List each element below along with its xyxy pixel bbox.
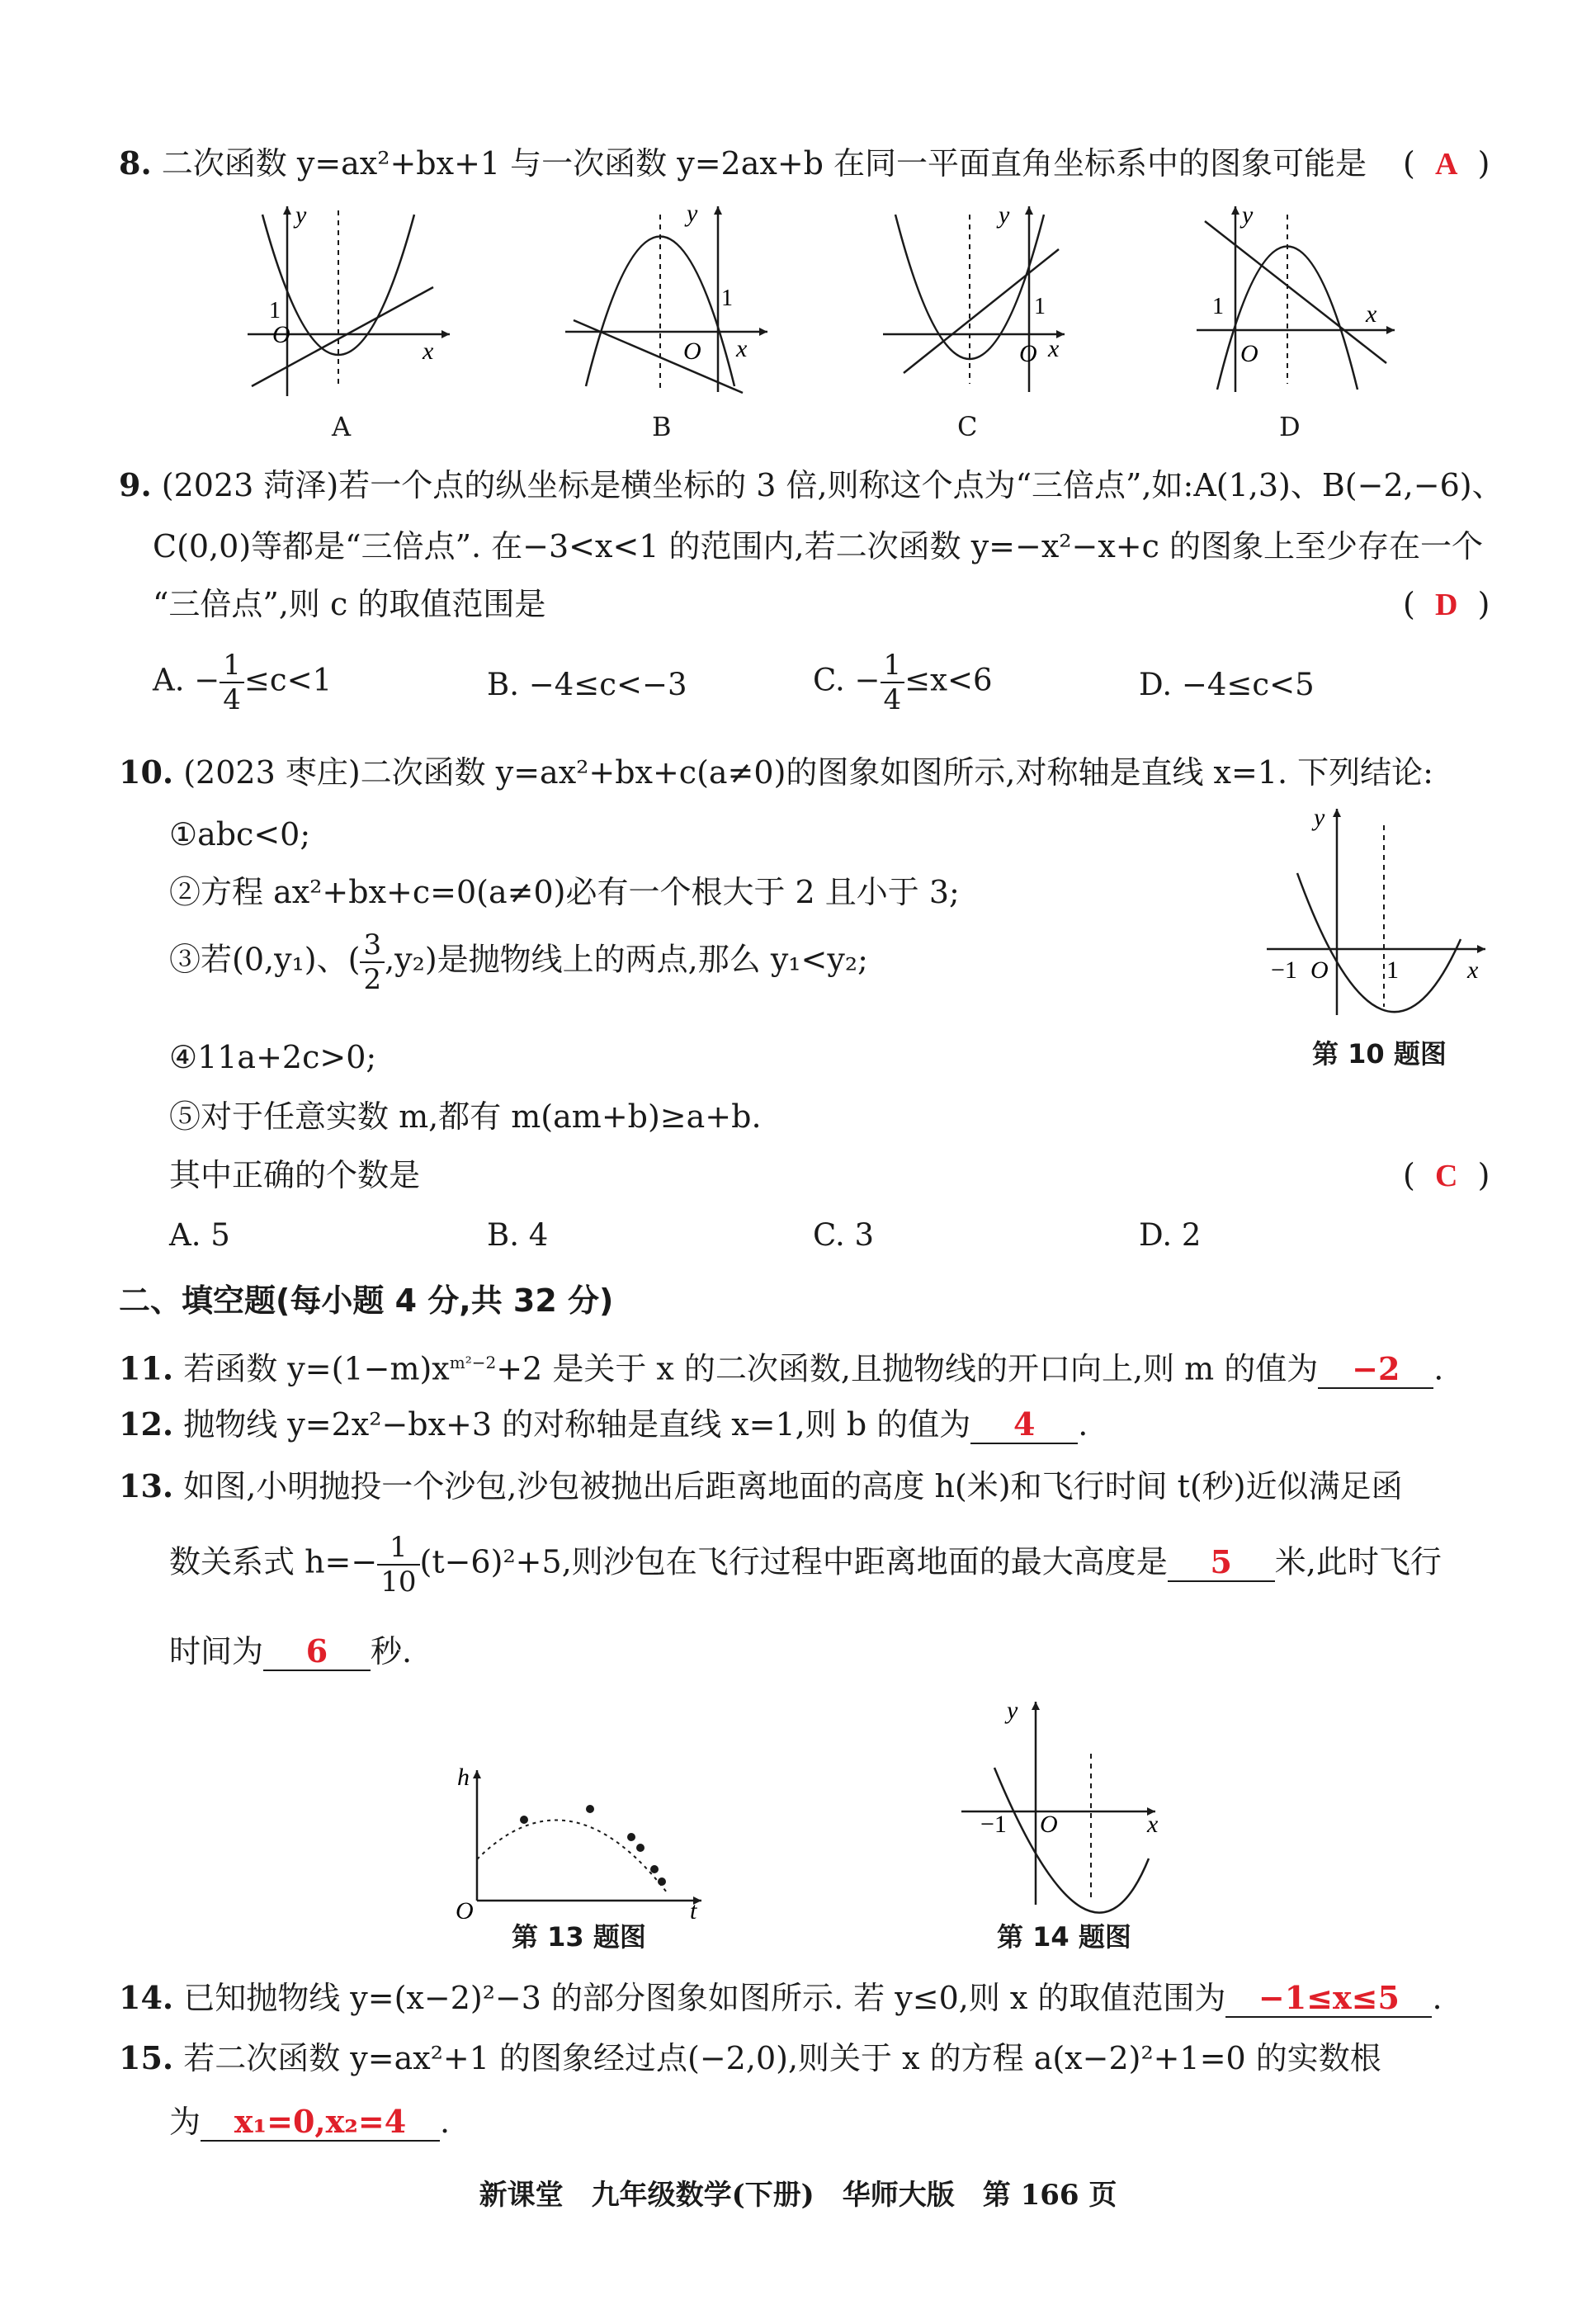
q10-figure [1263,801,1494,1023]
q13-answer-height: 5 [1168,1544,1275,1582]
q8-number: 8. [119,144,152,182]
svg-text:O: O [456,1897,474,1919]
x-label: x [423,338,434,365]
q9-answer: D [1434,588,1458,622]
svg-text:x: x [1467,956,1479,984]
svg-text:x: x [1147,1811,1159,1838]
q10-stem [119,751,1433,794]
svg-text:y: y [999,201,1010,229]
q11-number: 11. [119,1349,174,1387]
svg-text:1: 1 [721,286,733,311]
page-footer: 新课堂 九年级数学(下册) 华师大版 第 166 页 [479,2179,1117,2212]
q9-option-a: A. − $\frac{1}{4}$ ≤c<1 [153,649,333,716]
q14-number: 14. [119,1979,174,2016]
q13-number: 13. [119,1467,174,1504]
q8-label-a: A [332,411,352,442]
q8-answer-paren: ( A ) [1403,145,1490,182]
q10-answer-paren: ( C ) [1403,1157,1490,1193]
neg1-label: −1 [1271,956,1297,984]
q9-option-b: B. −4≤c<−3 [487,667,687,702]
svg-text:x: x [736,335,748,362]
q14-stem: 14. 已知抛物线 y=(x−2)²−3 的部分图象如图所示. 若 y≤0,则 x 的取值范围为 −1≤x≤5 . [119,1979,1443,2016]
origin-label: O [272,321,290,348]
q8-text: 二次函数 y=ax²+bx+1 与一次函数 y=2ax+b 在同一平面直角坐标系中的图象可能是 [161,145,1367,182]
svg-text:x: x [1366,300,1377,328]
svg-text:y: y [1314,804,1325,831]
q8-graph-a [239,198,454,404]
q9-answer-paren: ( D ) [1403,586,1490,622]
one-label: 1 [1386,956,1399,984]
svg-text:y: y [1242,201,1254,229]
svg-text:1: 1 [1212,294,1224,319]
q14-figure-caption: 第 14 题图 [997,1921,1131,1953]
q10-ask: 其中正确的个数是 [169,1157,421,1193]
h-label: h [457,1764,470,1791]
svg-text:O: O [683,338,701,365]
svg-text:O: O [1240,340,1258,367]
q13-line2: 数关系式 h=− $\frac{1}{10}$ (t−6)²+5,则沙包在飞行过程中距离地面的最大高度是 5 米,此时飞行 [169,1531,1442,1599]
q9-number: 9. [119,466,152,503]
q10-statement-1: ①abc<0; [169,816,311,853]
q8-answer: A [1434,147,1458,182]
q15-answer: x₁=0,x₂=4 [201,2104,440,2142]
q12-number: 12. [119,1405,174,1443]
one-label: 1 [269,298,281,324]
q10-option-c: C. 3 [813,1217,875,1253]
q10-number: 10. [119,753,174,791]
q10-option-b: B. 4 [487,1217,549,1253]
q8-graph-d [1192,198,1403,404]
q8-label-b: B [652,411,672,442]
svg-text:y: y [1007,1697,1018,1724]
svg-text:1: 1 [1034,294,1046,319]
svg-text:y: y [687,200,698,227]
q9-line1-text: (2023 菏泽)若一个点的纵坐标是横坐标的 3 倍,则称这个点为“三倍点”,如:A(1,3)、B(−2,−6)、 [161,467,1504,503]
y-label: y [295,201,307,229]
q14-answer: −1≤x≤5 [1225,1980,1432,2018]
q8-stem [119,142,1367,185]
section2-title: 二、填空题(每小题 4 分,共 32 分) [119,1282,614,1319]
q14-figure [957,1692,1188,1915]
q10-statement-5: ⑤对于任意实数 m,都有 m(am+b)≥a+b. [169,1098,762,1135]
q9-option-c: C. − $\frac{1}{4}$ ≤x<6 [813,649,993,716]
q10-statement-2: ②方程 ax²+bx+c=0(a≠0)必有一个根大于 2 且小于 3; [169,874,960,910]
q10-statement-4: ④11a+2c>0; [169,1039,377,1075]
svg-text:O: O [1310,956,1329,984]
q9-option-d: D. −4≤c<5 [1139,667,1315,702]
q13-line3: 时间为 6 秒. [169,1632,413,1670]
q11-answer: −2 [1318,1351,1433,1389]
q13-answer-time: 6 [263,1633,371,1671]
q8-graph-b [561,198,776,404]
q10-option-a: A. 5 [169,1217,230,1253]
q10-statement-3: ③若(0,y₁)、( $\frac{3}{2}$ ,y₂)是抛物线上的两点,那么 y₁<y₂; [169,928,868,996]
q10-option-d: D. 2 [1139,1217,1202,1253]
q11-stem: 11. 若函数 $y=(1-m)x^{m^2-2}+2$ 是关于 x 的二次函数,且抛物线的开口向上,则 m 的值为 −2 . [119,1349,1444,1387]
svg-text:O: O [1019,340,1037,367]
q13-figure [446,1754,710,1919]
q10-text: (2023 枣庄)二次函数 y=ax²+bx+c(a≠0)的图象如图所示,对称轴是直线 x=1. 下列结论: [183,754,1433,791]
q15-line1: 15. 若二次函数 y=ax²+1 的图象经过点(−2,0),则关于 x 的方程 a(x−2)²+1=0 的实数根 [119,2039,1381,2076]
q10-answer: C [1434,1159,1458,1193]
q9-line1 [119,464,1504,507]
neg1-label: −1 [980,1811,1007,1838]
q13-figure-caption: 第 13 题图 [512,1921,646,1953]
q9-line3: “三倍点”,则 c 的取值范围是 [153,586,546,622]
q15-line2: 为 x₁=0,x₂=4 . [169,2103,451,2140]
svg-text:x: x [1048,335,1060,362]
q12-stem: 12. 抛物线 y=2x²−bx+3 的对称轴是直线 x=1,则 b 的值为 4 . [119,1405,1088,1443]
q9-line2: C(0,0)等都是“三倍点”. 在−3<x<1 的范围内,若二次函数 y=−x²−x+c 的图象上至少存在一个 [153,528,1483,564]
t-label: t [690,1897,697,1919]
q13-line1: 13. 如图,小明抛投一个沙包,沙包被抛出后距离地面的高度 h(米)和飞行时间 t(秒)近似满足函 [119,1467,1403,1504]
q8-graph-c [879,198,1098,404]
svg-text:O: O [1040,1811,1058,1838]
q12-answer: 4 [970,1406,1078,1444]
q15-number: 15. [119,2039,174,2076]
q8-label-c: C [957,411,978,442]
q10-figure-caption: 第 10 题图 [1312,1038,1447,1070]
q8-label-d: D [1279,411,1301,442]
